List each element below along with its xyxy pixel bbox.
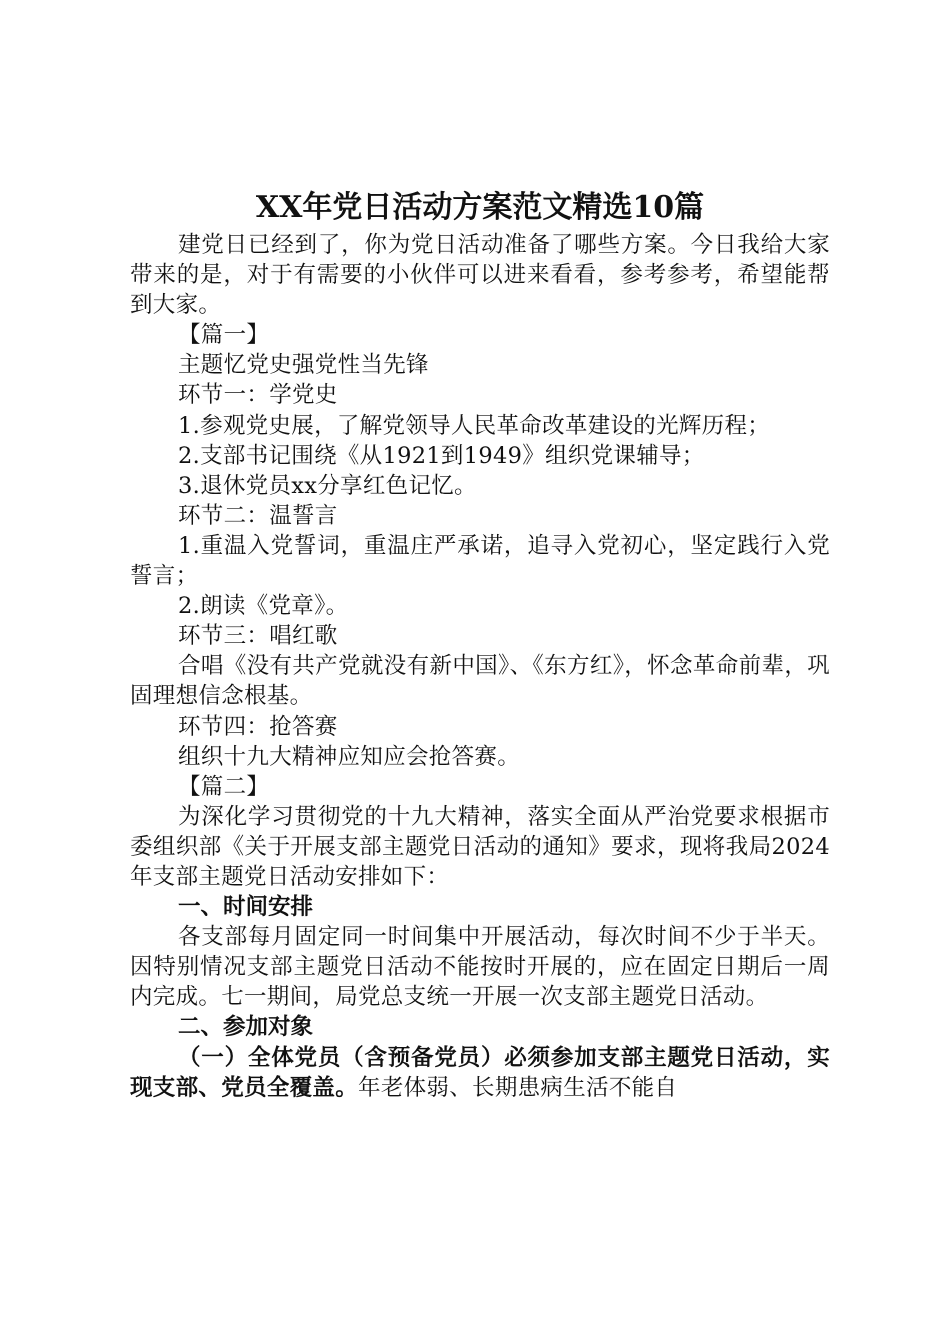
part2-intro: 为深化学习贯彻党的十九大精神，落实全面从严治党要求根据市委组织部《关于开展支部主题党日活动的通知》要求，现将我局2024年支部主题党日活动安排如下：: [130, 803, 830, 890]
section2-item-1: 1.重温入党誓词，重温庄严承诺，追寻入党初心，坚定践行入党誓言；: [130, 532, 830, 590]
section1-title: 环节一：学党史: [178, 382, 338, 409]
heading-participants: 二、参加对象: [178, 1014, 314, 1041]
section2-item-2: 2.朗读《党章》。: [178, 593, 349, 620]
section3-title: 环节三：唱红歌: [178, 623, 338, 650]
section1-item-2: 2.支部书记围绕《从1921到1949》组织党课辅导；: [178, 442, 705, 469]
participants-rest-text: 年老体弱、长期患病生活不能自: [358, 1074, 678, 1101]
participants-paragraph: [130, 1043, 830, 1103]
section2-title: 环节二：温誓言: [178, 502, 338, 529]
part1-theme: 主题忆党史强党性当先锋: [178, 352, 429, 379]
intro-paragraph: 建党日已经到了，你为党日活动准备了哪些方案。今日我给大家带来的是，对于有需要的小伙伴可以进来看看，参考参考，希望能帮到大家。: [130, 232, 830, 319]
section1-item-3: 3.退休党员xx分享红色记忆。: [178, 472, 477, 499]
time-arrangement-text: 各支部每月固定同一时间集中开展活动，每次时间不少于半天。因特别情况支部主题党日活动不能按时开展的，应在固定日期后一周内完成。七一期间，局党总支统一开展一次支部主题党日活动。: [130, 924, 830, 1011]
document-page: [130, 186, 830, 1103]
section3-text: 合唱《没有共产党就没有新中国》、《东方红》，怀念革命前辈，巩固理想信念根基。: [130, 653, 830, 710]
section4-title: 环节四：抢答赛: [178, 713, 338, 740]
section4-text: 组织十九大精神应知应会抢答赛。: [178, 743, 521, 770]
document-title: XX年党日活动方案范文精选10篇: [255, 190, 705, 225]
part2-label: 【篇二】: [178, 773, 270, 800]
participants-bold-text: （一）全体党员（含预备党员）必须参加支部主题党日活动，实现支部、党员全覆盖。: [130, 1044, 830, 1101]
section1-item-1: 1.参观党史展，了解党领导人民革命改革建设的光辉历程；: [178, 412, 771, 439]
part1-label: 【篇一】: [178, 322, 270, 349]
heading-time-arrangement: 一、时间安排: [178, 894, 314, 921]
